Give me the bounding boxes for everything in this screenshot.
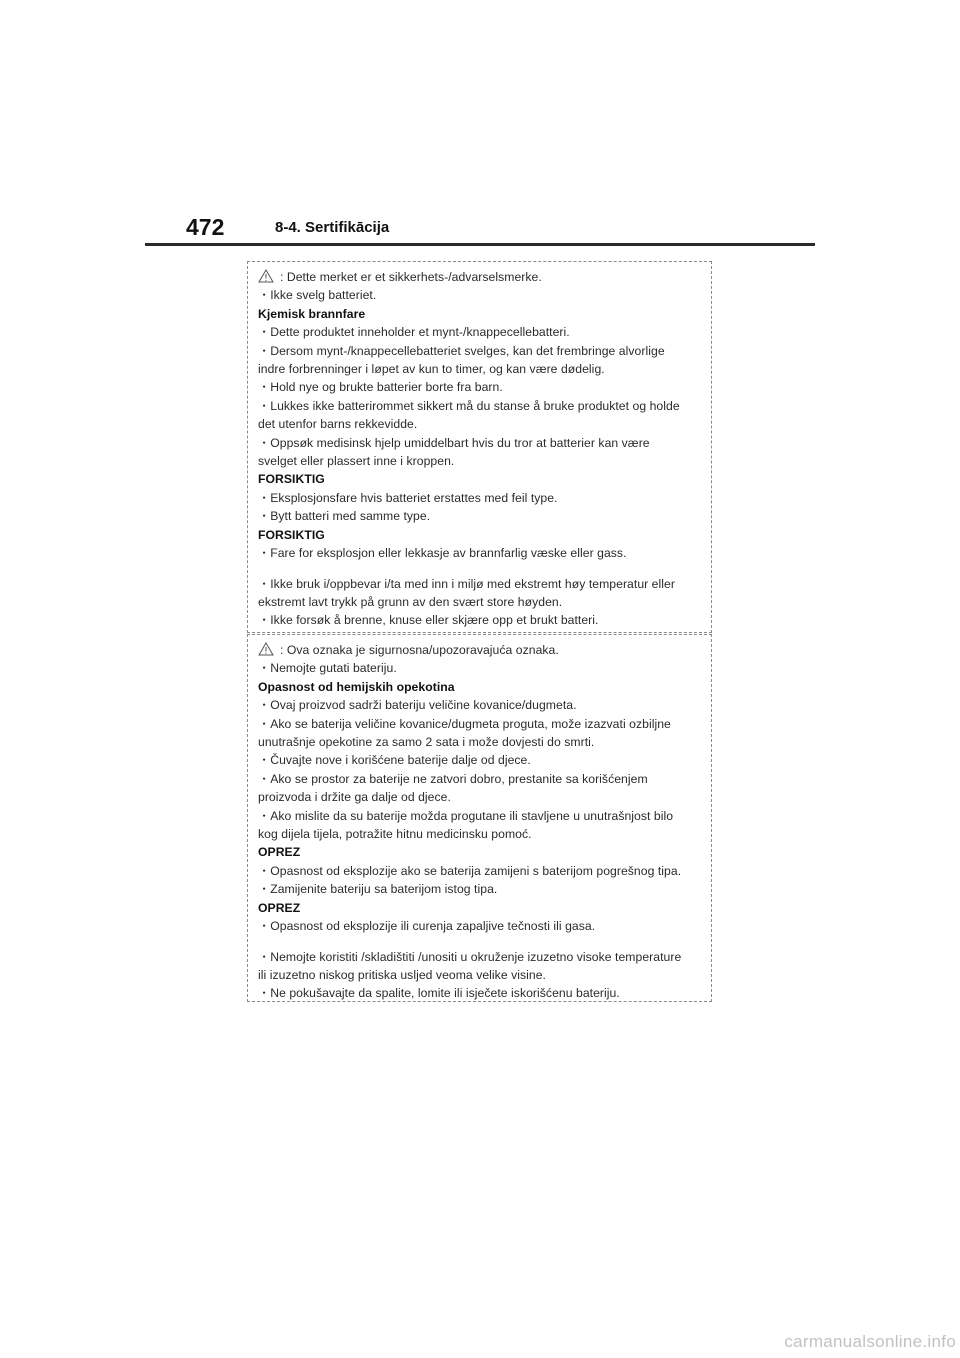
- warning-line: [258, 659, 703, 677]
- warning-line-text: ・Ako se prostor za baterije ne zatvori dobro, prestanite sa korišćenjem: [258, 771, 648, 786]
- warning-line: [258, 788, 703, 806]
- warning-line: [258, 452, 703, 470]
- warning-line-text: ・Čuvajte nove i korišćene baterije dalje od djece.: [258, 753, 531, 768]
- warning-line-text: ・Ikke forsøk å brenne, knuse eller skjære opp et brukt batteri.: [258, 613, 599, 628]
- warning-line: [258, 434, 703, 452]
- warning-line-text: det utenfor barns rekkevidde.: [258, 417, 418, 432]
- warning-line: [258, 397, 703, 415]
- warning-line-text: FORSIKTIG: [258, 472, 325, 487]
- warning-line: [258, 360, 703, 378]
- warning-line-text: ・Bytt batteri med samme type.: [258, 509, 431, 524]
- warning-line: [258, 751, 703, 769]
- warning-line: [258, 611, 703, 629]
- warning-line-text: Kjemisk brannfare: [258, 306, 366, 321]
- warning-line-text: ・Ikke bruk i/oppbevar i/ta med inn i miljø med ekstremt høy temperatur eller: [258, 576, 675, 591]
- warning-heading: [258, 678, 703, 696]
- warning-line-text: ・Nemojte koristiti /skladištiti /unositi u okruženje izuzetno visoke temperature: [258, 949, 682, 964]
- warning-line-text: ・Fare for eksplosjon eller lekkasje av brannfarlig væske eller gass.: [258, 546, 627, 561]
- warning-line: [258, 323, 703, 341]
- warning-line-text: svelget eller plassert inne i kroppen.: [258, 454, 455, 469]
- warning-line: [258, 770, 703, 788]
- warning-line-text: ・Ovaj proizvod sadrži bateriju veličine kovanice/dugmeta.: [258, 698, 577, 713]
- warning-line-text: kog dijela tijela, potražite hitnu medicinsku pomoć.: [258, 827, 532, 842]
- warning-line: [258, 575, 703, 593]
- warning-line: [258, 880, 703, 898]
- warning-triangle-icon: [258, 642, 274, 656]
- warning-line: [258, 544, 703, 562]
- warning-line: [258, 696, 703, 714]
- page-number: 472: [186, 214, 225, 240]
- warning-line-text: unutrašnje opekotine za samo 2 sata i može dovjesti do smrti.: [258, 735, 595, 750]
- warning-line-text: FORSIKTIG: [258, 527, 325, 542]
- warning-line-text: ・Opasnost od eksplozije ako se baterija zamijeni s baterijom pogrešnog tipa.: [258, 863, 682, 878]
- warning-line-text: ・Dette produktet inneholder et mynt-/knappecellebatteri.: [258, 325, 570, 340]
- warning-line: [258, 733, 703, 751]
- warning-line-text: proizvoda i držite ga dalje od djece.: [258, 790, 451, 805]
- warning-line: [258, 966, 703, 984]
- warning-line-text: Opasnost od hemijskih opekotina: [258, 679, 455, 694]
- warning-line: [258, 862, 703, 880]
- warning-heading: [258, 305, 703, 323]
- warning-line: [258, 917, 703, 935]
- warning-line-text: indre forbrenninger i løpet av kun to timer, og kan være dødelig.: [258, 362, 605, 377]
- warning-line-text: ・Ako se baterija veličine kovanice/dugmeta proguta, može izazvati ozbiljne: [258, 716, 671, 731]
- warning-heading: [258, 526, 703, 544]
- warning-line: [258, 825, 703, 843]
- warning-line-text: OPREZ: [258, 845, 301, 860]
- warning-line-text: ・Oppsøk medisinsk hjelp umiddelbart hvis du tror at batterier kan være: [258, 435, 650, 450]
- warning-heading: [258, 843, 703, 861]
- warning-line-text: OPREZ: [258, 900, 301, 915]
- section-title: 8-4. Sertifikācija: [275, 219, 390, 236]
- norwegian-warning-box: [247, 261, 712, 633]
- warning-line: [258, 948, 703, 966]
- warning-line: [258, 507, 703, 525]
- warning-heading: [258, 470, 703, 488]
- warning-line: [258, 984, 703, 1002]
- warning-line: [258, 641, 703, 659]
- warning-line-text: ・Nemojte gutati bateriju.: [258, 661, 397, 676]
- warning-line-text: ・Eksplosjonsfare hvis batteriet erstattes med feil type.: [258, 490, 558, 505]
- warning-line: [258, 268, 703, 286]
- warning-line-text: : Ova oznaka je sigurnosna/upozoravajuća oznaka.: [280, 643, 559, 657]
- warning-line-text: ・Ikke svelg batteriet.: [258, 288, 377, 303]
- warning-line-text: ・Zamijenite bateriju sa baterijom istog tipa.: [258, 882, 498, 897]
- warning-triangle-icon: [258, 269, 274, 283]
- warning-line: [258, 342, 703, 360]
- warning-line: [258, 286, 703, 304]
- warning-line-text: ・Lukkes ikke batterirommet sikkert må du stanse å bruke produktet og holde: [258, 398, 680, 413]
- warning-line: [258, 489, 703, 507]
- warning-line: [258, 807, 703, 825]
- warning-line-text: ・Hold nye og brukte batterier borte fra barn.: [258, 380, 503, 395]
- warning-line-text: : Dette merket er et sikkerhets-/advarselsmerke.: [280, 270, 542, 284]
- warning-line-text: ・Ako mislite da su baterije možda progutane ili stavljene u unutrašnjost bilo: [258, 808, 674, 823]
- warning-line: [258, 415, 703, 433]
- warning-line-text: ・Opasnost od eksplozije ili curenja zapaljive tečnosti ili gasa.: [258, 919, 596, 934]
- warning-line-text: ili izuzetno niskog pritiska usljed veoma velike visine.: [258, 967, 546, 982]
- warning-line: [258, 378, 703, 396]
- warning-heading: [258, 899, 703, 917]
- warning-line-text: ekstremt lavt trykk på grunn av den svært store høyden.: [258, 594, 563, 609]
- warning-line-text: ・Dersom mynt-/knappecellebatteriet svelges, kan det frembringe alvorlige: [258, 343, 665, 358]
- croatian-warning-box: [247, 634, 712, 1002]
- warning-line: [258, 593, 703, 611]
- footer-site-watermark: carmanualsonline.info: [784, 1332, 956, 1351]
- warning-line-text: ・Ne pokušavajte da spalite, lomite ili isječete iskorišćenu bateriju.: [258, 986, 620, 1001]
- header-rule: [145, 243, 815, 246]
- warning-line: [258, 715, 703, 733]
